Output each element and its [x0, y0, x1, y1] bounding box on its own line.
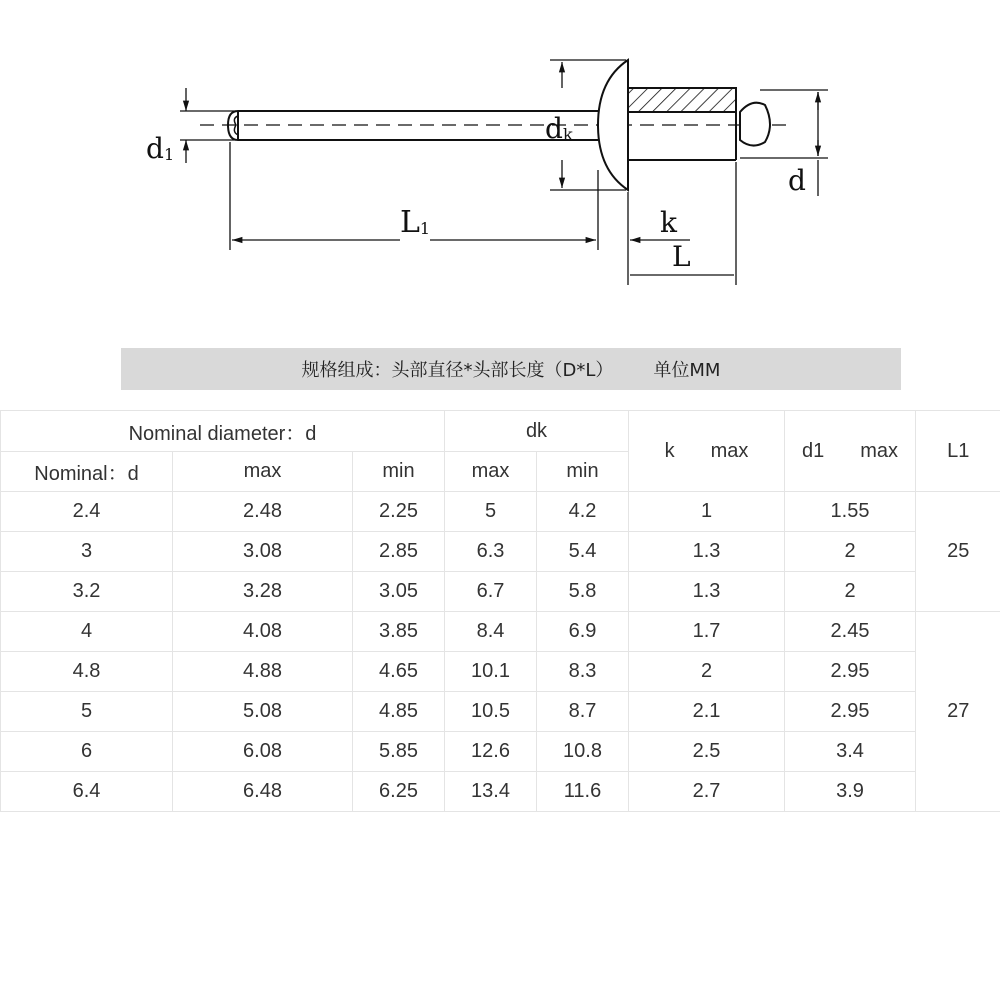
cell-dk-min: 8.3	[537, 652, 629, 692]
cell-k-max: 2.1	[629, 692, 785, 732]
cell-dk-min: 5.8	[537, 572, 629, 612]
table-row	[1, 652, 1000, 692]
cell-d1-max: 3.4	[785, 732, 916, 772]
table-row	[1, 492, 1000, 532]
cell-k-max: 1.7	[629, 612, 785, 652]
header-dk: dk	[445, 411, 629, 452]
cell-max: 4.88	[173, 652, 353, 692]
cell-min: 5.85	[353, 732, 445, 772]
label-d1: d1	[146, 132, 175, 165]
cell-max: 6.08	[173, 732, 353, 772]
cell-min: 3.85	[353, 612, 445, 652]
cell-dk-max: 6.7	[445, 572, 537, 612]
cell-dk-min: 4.2	[537, 492, 629, 532]
label-dk: dk	[545, 112, 573, 145]
mandrel-head	[740, 103, 770, 146]
cell-max: 3.28	[173, 572, 353, 612]
cell-max: 2.48	[173, 492, 353, 532]
cell-min: 2.25	[353, 492, 445, 532]
cell-k-max: 1.3	[629, 532, 785, 572]
cell-dk-max: 13.4	[445, 772, 537, 812]
cell-dk-min: 10.8	[537, 732, 629, 772]
cell-min: 4.65	[353, 652, 445, 692]
table-row	[1, 732, 1000, 772]
cell-dk-max: 10.1	[445, 652, 537, 692]
header-dk-min: min	[537, 452, 629, 492]
table-row	[1, 692, 1000, 732]
cell-d1-max: 1.55	[785, 492, 916, 532]
rivet-body	[628, 88, 736, 160]
cell-dk-max: 12.6	[445, 732, 537, 772]
header-dk-max: max	[445, 452, 537, 492]
table-row	[1, 572, 1000, 612]
label-L1: L1	[400, 205, 431, 240]
cell-k-max: 2.5	[629, 732, 785, 772]
spec-table	[0, 410, 1000, 812]
table-row	[1, 772, 1000, 812]
label-d: d	[788, 164, 806, 197]
cell-min: 3.05	[353, 572, 445, 612]
cell-nominal: 3.2	[1, 572, 173, 612]
cell-min: 4.85	[353, 692, 445, 732]
cell-L1-group: 27	[916, 612, 1000, 812]
cell-dk-min: 11.6	[537, 772, 629, 812]
cell-d1-max: 2	[785, 532, 916, 572]
cell-dk-min: 8.7	[537, 692, 629, 732]
header-d1-max: d1 max	[785, 411, 916, 492]
cell-k-max: 2.7	[629, 772, 785, 812]
cell-nominal: 2.4	[1, 492, 173, 532]
label-k: k	[660, 206, 677, 239]
table-row	[1, 612, 1000, 652]
cell-L1-group: 25	[916, 492, 1000, 612]
cell-max: 6.48	[173, 772, 353, 812]
cell-dk-min: 5.4	[537, 532, 629, 572]
rivet-head	[598, 60, 628, 190]
cell-max: 3.08	[173, 532, 353, 572]
cell-nominal: 6.4	[1, 772, 173, 812]
cell-nominal: 3	[1, 532, 173, 572]
spec-banner	[121, 348, 901, 390]
cell-nominal: 5	[1, 692, 173, 732]
cell-d1-max: 2	[785, 572, 916, 612]
header-k-max: k max	[629, 411, 785, 492]
cell-d1-max: 2.95	[785, 652, 916, 692]
header-max: max	[173, 452, 353, 492]
cell-d1-max: 2.45	[785, 612, 916, 652]
cell-min: 6.25	[353, 772, 445, 812]
cell-k-max: 1.3	[629, 572, 785, 612]
cell-dk-max: 5	[445, 492, 537, 532]
cell-dk-max: 6.3	[445, 532, 537, 572]
cell-dk-min: 6.9	[537, 612, 629, 652]
table-header-row	[1, 411, 1000, 452]
cell-nominal: 4.8	[1, 652, 173, 692]
cell-k-max: 1	[629, 492, 785, 532]
cell-dk-max: 10.5	[445, 692, 537, 732]
cell-d1-max: 3.9	[785, 772, 916, 812]
cell-nominal: 6	[1, 732, 173, 772]
cell-max: 4.08	[173, 612, 353, 652]
header-min: min	[353, 452, 445, 492]
banner-unit-text: 单位MM	[653, 360, 721, 381]
cell-d1-max: 2.95	[785, 692, 916, 732]
rivet-diagram	[0, 0, 1000, 300]
header-nominal-diameter: Nominal diameter：d	[1, 411, 445, 452]
header-L1: L1	[916, 411, 1000, 492]
banner-spec-text: 规格组成：头部直径*头部长度（D*L）	[301, 360, 614, 381]
cell-k-max: 2	[629, 652, 785, 692]
cell-min: 2.85	[353, 532, 445, 572]
cell-max: 5.08	[173, 692, 353, 732]
cell-dk-max: 8.4	[445, 612, 537, 652]
header-nominal: Nominal：d	[1, 452, 173, 492]
label-L: L	[672, 240, 691, 273]
table-row	[1, 532, 1000, 572]
cell-nominal: 4	[1, 612, 173, 652]
